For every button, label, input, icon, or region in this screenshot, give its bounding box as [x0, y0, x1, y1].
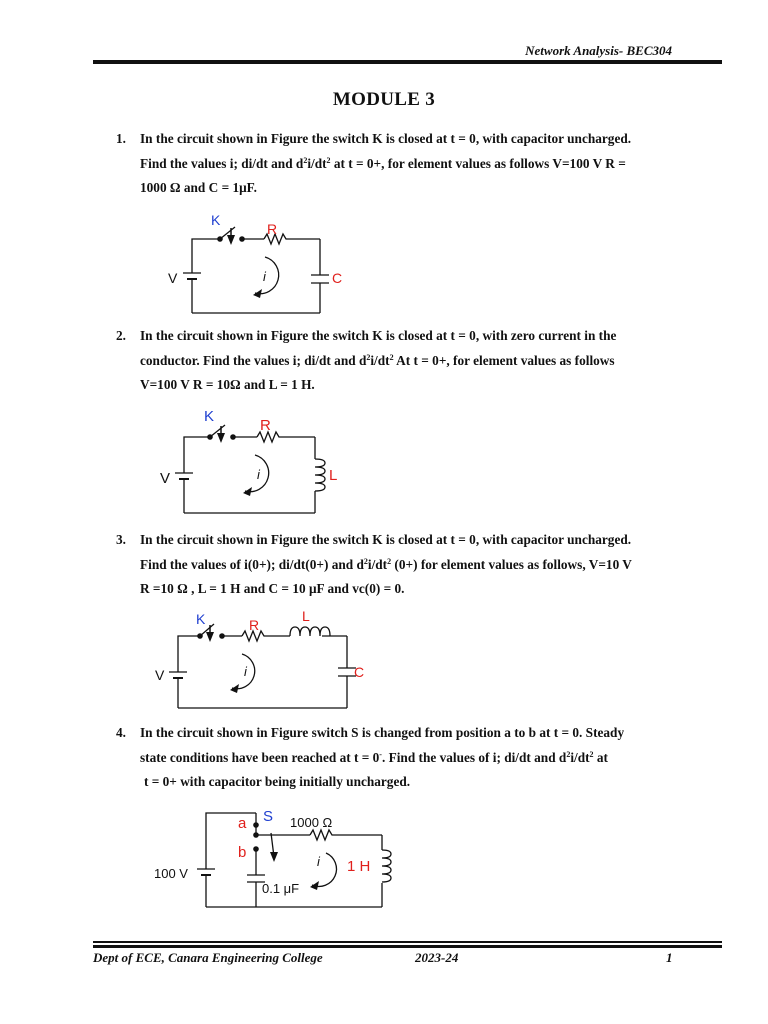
question-line: state conditions have been reached at t = 0-. Find the values of i; di/dt and $d^2i/dt^2$ at — [140, 749, 608, 765]
position-b-label: b — [238, 844, 247, 861]
inductor-label: L — [302, 608, 310, 624]
circuit-1-diagram — [165, 205, 345, 320]
current-label: i — [263, 269, 266, 284]
question-line: In the circuit shown in Figure the switch K is closed at t = 0, with zero current in the — [140, 328, 617, 343]
position-a-label: a — [238, 815, 247, 832]
question-4 — [116, 721, 716, 795]
current-label: i — [317, 854, 320, 869]
switch-label: K — [196, 611, 206, 627]
question-line: In the circuit shown in Figure switch S is changed from position a to b at t = 0. Steady — [140, 725, 625, 740]
resistor-label: 1000 Ω — [290, 815, 333, 830]
switch-label: S — [263, 808, 274, 825]
question-line: Find the values i; di/dt and $d^2i/dt^2$ at t = 0+, for element values as follows V=100 V R = — [140, 155, 626, 171]
resistor-label: R — [249, 617, 260, 633]
resistor-label: R — [267, 221, 278, 237]
circuit-3-diagram — [152, 608, 377, 713]
circuit-4-diagram — [150, 805, 400, 915]
question-line: 1000 Ω and C = 1μF. — [140, 180, 257, 195]
question-number: 3. — [116, 532, 126, 547]
question-3 — [116, 528, 716, 602]
source-label: 100 V — [154, 866, 188, 881]
question-line: V=100 V R = 10Ω and L = 1 H. — [140, 377, 315, 392]
capacitor-label: C — [332, 270, 343, 286]
source-label: V — [155, 667, 165, 683]
footer-page-number: 1 — [666, 950, 673, 965]
circuit-2-diagram — [158, 403, 348, 518]
question-line: In the circuit shown in Figure the switch K is closed at t = 0, with capacitor uncharged. — [140, 131, 632, 146]
question-1 — [116, 127, 716, 201]
question-2 — [116, 324, 716, 398]
inductor-label: L — [329, 467, 338, 484]
page-title: MODULE 3 — [332, 89, 436, 110]
question-number: 2. — [116, 328, 126, 343]
footer-rule — [93, 941, 722, 943]
footer-department: Dept of ECE, Canara Engineering College — [93, 950, 323, 965]
question-number: 4. — [116, 725, 126, 740]
source-label: V — [160, 470, 171, 487]
question-line: In the circuit shown in Figure the switch K is closed at t = 0, with capacitor uncharged. — [140, 532, 632, 547]
footer-rule — [93, 945, 722, 948]
question-line: conductor. Find the values i; di/dt and $d^2i/dt^2$ At t = 0+, for element values as follows — [140, 352, 615, 368]
source-label: V — [168, 270, 178, 286]
header-rule — [93, 60, 722, 64]
question-line: R =10 Ω , L = 1 H and C = 10 μF and vc(0) = 0. — [140, 581, 405, 596]
question-number: 1. — [116, 131, 126, 146]
capacitor-label: 0.1 μF — [262, 881, 300, 896]
current-label: i — [244, 664, 247, 679]
current-label: i — [257, 467, 260, 482]
footer-year: 2023-24 — [415, 950, 459, 965]
question-line: Find the values of i(0+); di/dt(0+) and $d^2i/dt^2$ (0+) for element values as follows, V=10 V — [140, 556, 632, 572]
header-course-title: Network Analysis- BEC304 — [525, 43, 672, 58]
capacitor-label: C — [354, 664, 365, 680]
switch-label: K — [204, 408, 215, 425]
switch-label: K — [211, 212, 221, 228]
resistor-label: R — [260, 417, 271, 434]
question-line: t = 0+ with capacitor being initially uncharged. — [144, 774, 411, 789]
inductor-label: 1 H — [347, 858, 371, 875]
